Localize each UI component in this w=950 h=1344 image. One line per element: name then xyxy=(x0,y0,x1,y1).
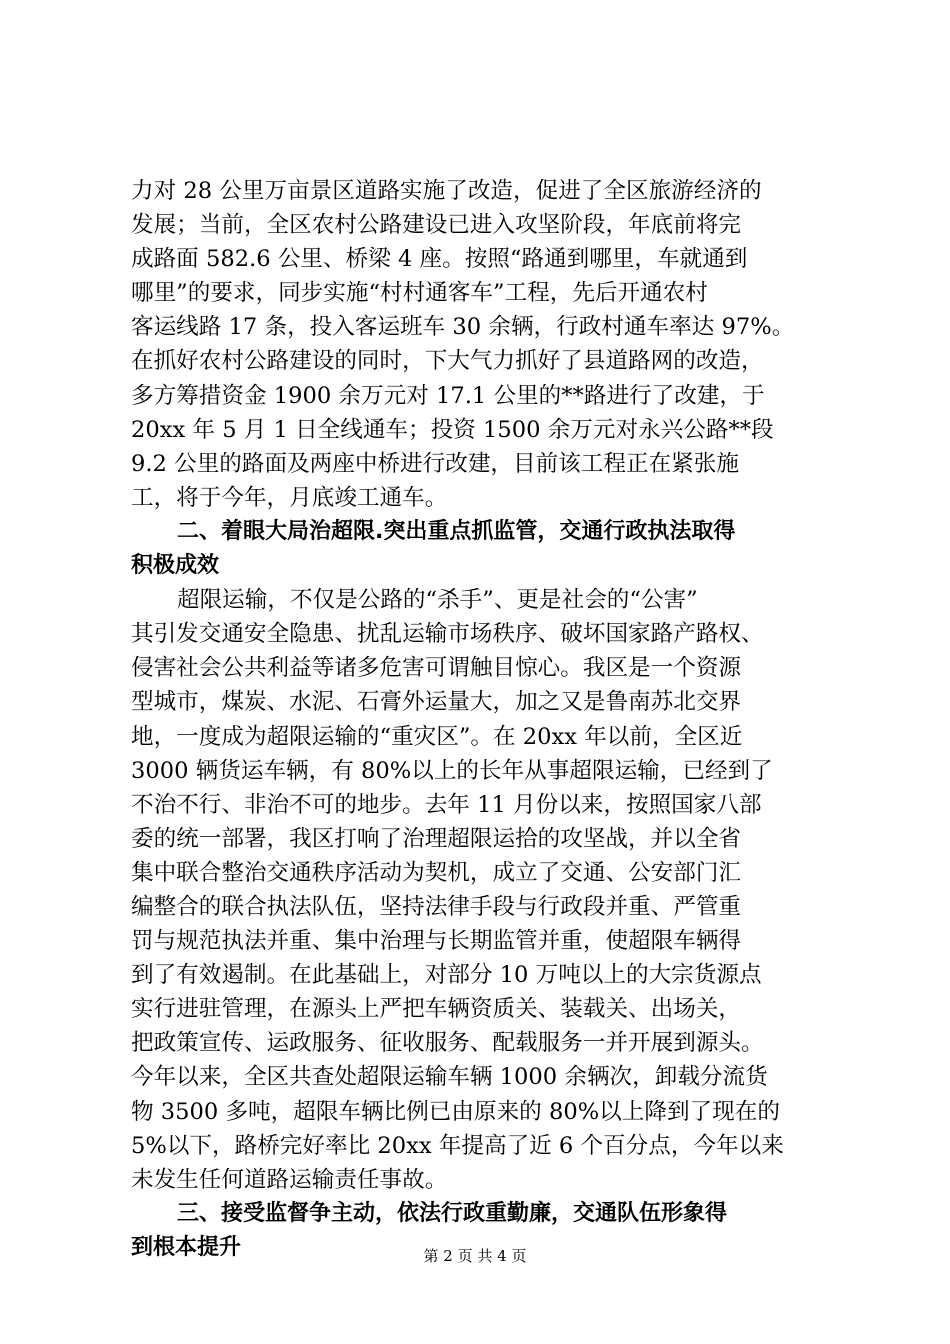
paragraph-line: 委的统一部署，我区打响了治理超限运拾的攻坚战，并以全省 xyxy=(131,825,742,852)
paragraph-line: 9.2 公里的路面及两座中桥进行改建，目前该工程正在紧张施 xyxy=(131,450,739,477)
paragraph-line: 不治不行、非治不可的地步。去年 11 月份以来，按照国家八部 xyxy=(131,791,762,818)
paragraph-line: 哪里”的要求，同步实施“村村通客车”工程，先后开通农村 xyxy=(131,280,708,307)
paragraph-line: 地，一度成为超限运输的“重灾区”。在 20xx 年以前，全区近 xyxy=(131,723,743,750)
paragraph-line: 20xx 年 5 月 1 日全线通车；投资 1500 余万元对永兴公路**段 xyxy=(131,416,774,443)
paragraph-line: 力对 28 公里万亩景区道路实施了改造，促进了全区旅游经济的 xyxy=(131,178,762,204)
paragraph-line: 发展；当前，全区农村公路建设已进入攻坚阶段，年底前将完 xyxy=(131,212,742,239)
section-heading-line: 三、接受监督争主动，依法行政重勤廉，交通队伍形象得 xyxy=(177,1200,728,1226)
paragraph-line: 侵害社会公共利益等诸多危害可谓触目惊心。我区是一个资源 xyxy=(131,655,742,682)
paragraph-line: 超限运输，不仅是公路的“杀手”、更是社会的“公害” xyxy=(177,587,698,614)
section-heading-line: 二、着眼大局治超限.突出重点抓监管，交通行政执法取得 xyxy=(177,518,736,544)
paragraph-line: 成路面 582.6 公里、桥梁 4 座。按照“路通到哪里，车就通到 xyxy=(131,246,748,273)
paragraph-line: 集中联合整治交通秩序活动为契机，成立了交通、公安部门汇 xyxy=(131,859,742,886)
paragraph-line: 物 3500 多吨，超限车辆比例已由原来的 80%以上降到了现在的 xyxy=(131,1098,780,1125)
paragraph-line: 今年以来，全区共查处超限运输车辆 1000 余辆次，卸载分流货 xyxy=(131,1064,768,1091)
paragraph-line: 罚与规范执法并重、集中治理与长期监管并重，使超限车辆得 xyxy=(131,928,742,955)
section-heading-line: 积极成效 xyxy=(131,553,220,579)
page-footer: 第 2 页 共 4 页 xyxy=(423,1247,527,1265)
paragraph-line: 在抓好农村公路建设的同时，下大气力抓好了县道路网的改造， xyxy=(131,348,764,375)
paragraph-line: 工，将于今年，月底竣工通车。 xyxy=(131,484,448,511)
section-heading-line: 到根本提升 xyxy=(131,1234,242,1260)
paragraph-line: 型城市，煤炭、水泥、石膏外运量大，加之又是鲁南苏北交界 xyxy=(131,689,742,716)
paragraph-line: 到了有效遏制。在此基础上，对部分 10 万吨以上的大宗货源点 xyxy=(131,962,762,989)
paragraph-line: 多方筹措资金 1900 余万元对 17.1 公里的**路进行了改建，于 xyxy=(131,382,765,409)
paragraph-line: 其引发交通安全隐患、扰乱运输市场秩序、破坏国家路产路权、 xyxy=(131,621,764,648)
paragraph-line: 实行进驻管理，在源头上严把车辆资质关、装载关、出场关， xyxy=(131,996,742,1023)
paragraph-line: 3000 辆货运车辆，有 80%以上的长年从事超限运输，已经到了 xyxy=(131,757,773,784)
paragraph-line: 把政策宣传、运政服务、征收服务、配载服务一并开展到源头。 xyxy=(131,1030,764,1057)
paragraph-line: 未发生任何道路运输责任事故。 xyxy=(131,1166,448,1193)
paragraph-line: 客运线路 17 条，投入客运班车 30 余辆，行政村通车率达 97%。 xyxy=(131,314,795,341)
paragraph-line: 编整合的联合执法队伍，坚持法律手段与行政段并重、严管重 xyxy=(131,893,742,920)
document-body xyxy=(131,174,833,1265)
paragraph-line: 5%以下，路桥完好率比 20xx 年提高了近 6 个百分点，今年以来 xyxy=(131,1132,784,1159)
